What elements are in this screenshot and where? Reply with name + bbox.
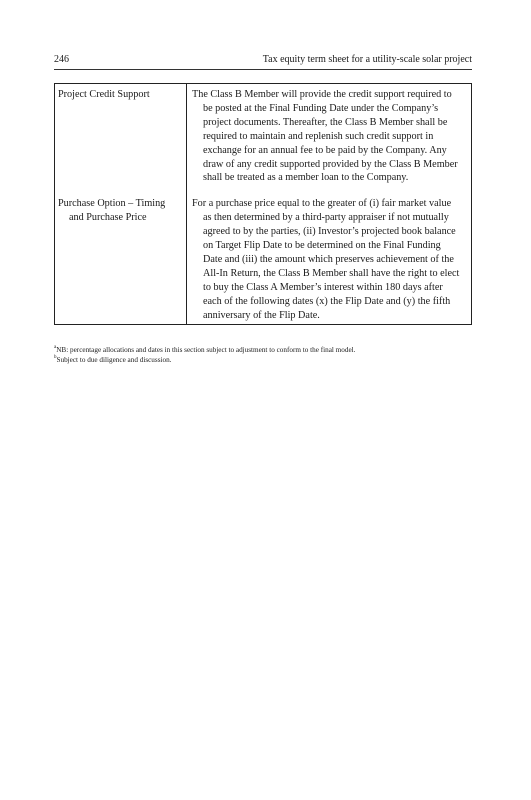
page-number: 246	[54, 54, 69, 65]
running-title: Tax equity term sheet for a utility-scale solar project	[262, 54, 472, 65]
footnote-marker: b	[54, 355, 57, 360]
row-text-cell	[187, 84, 472, 189]
term-sheet-table	[54, 83, 472, 325]
row-label: Purchase Option – Timing and Purchase Price	[58, 198, 166, 224]
table-row	[55, 188, 472, 324]
row-label-cell	[55, 188, 187, 324]
footnote	[54, 355, 484, 365]
row-label: Project Credit Support	[58, 89, 150, 100]
footnotes	[54, 345, 484, 365]
row-text-cell	[187, 188, 472, 324]
row-text: The Class B Member will provide the credit support required to be posted at the Final Funding Date under the Company’s project documents. Thereafter, the Class B Member shall be required to maintain and replenish such credit support in exchange for an annual fee to be paid by the Company. Any draw of any credit supported provided by the Class B Member shall be treated as a member loan to the Company.	[192, 89, 458, 184]
row-text: For a purchase price equal to the greater of (i) fair market value as then determined by a third-party appraiser if not mutually agreed to by the parties, (ii) Investor’s projected book balance on Target Flip Date to be determined on the Final Funding Date and (iii) the amount which preserves achievement of the All-In Return, the Class B Member shall have the right to elect to buy the Class A Member’s interest within 180 days after each of the following dates (x) the Flip Date and (y) the fifth anniversary of the Flip Date.	[192, 198, 460, 321]
footnote	[54, 345, 484, 355]
footnote-text: NB: percentage allocations and dates in this section subject to adjustment to conform to the final model.	[56, 346, 356, 354]
footnote-marker: a	[54, 345, 57, 350]
running-header	[54, 53, 472, 67]
row-label-cell	[55, 84, 187, 189]
footnote-text: Subject to due diligence and discussion.	[56, 356, 172, 364]
header-rule	[54, 69, 472, 70]
table-row	[55, 84, 472, 189]
